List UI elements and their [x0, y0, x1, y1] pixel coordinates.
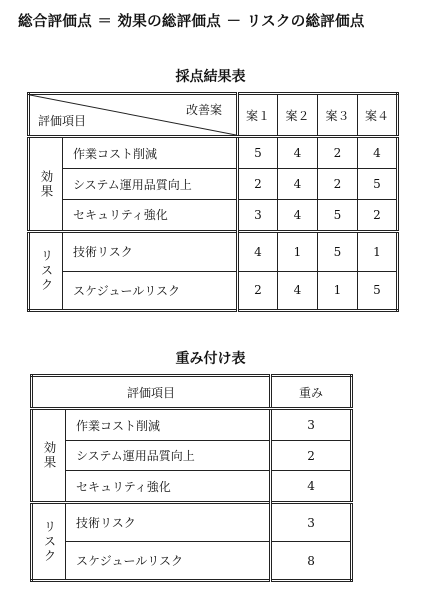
- score-cell: 2: [318, 137, 358, 169]
- column-header-plan-4: 案４: [358, 94, 398, 137]
- score-cell: 1: [278, 232, 318, 271]
- score-cell: 4: [238, 232, 278, 271]
- column-header-plan-2: 案２: [278, 94, 318, 137]
- table-row: [29, 199, 398, 231]
- score-cell: 2: [318, 169, 358, 200]
- score-cell: 5: [318, 232, 358, 271]
- row-item-label: 技術リスク: [63, 232, 238, 271]
- row-item-label: セキュリティ強化: [66, 471, 271, 503]
- table-row: [32, 441, 352, 471]
- score-cell: 4: [278, 169, 318, 200]
- row-item-label: 作業コスト削減: [63, 137, 238, 169]
- column-header-plan-3: 案３: [318, 94, 358, 137]
- score-cell: 5: [238, 137, 278, 169]
- score-table-caption: 採点結果表: [175, 69, 246, 85]
- score-cell: 5: [358, 169, 398, 200]
- group-label-effect: 効果: [32, 409, 66, 503]
- score-cell: 2: [358, 199, 398, 231]
- weight-cell: 2: [271, 441, 352, 471]
- score-cell: 4: [358, 137, 398, 169]
- weight-table: [30, 374, 353, 582]
- group-label-effect: 効果: [29, 137, 63, 232]
- table-row: [29, 232, 398, 271]
- column-header-plan-1: 案１: [238, 94, 278, 137]
- score-header-row: [29, 94, 398, 137]
- score-cell: 1: [358, 232, 398, 271]
- weight-cell: 3: [271, 503, 352, 542]
- weight-cell: 8: [271, 542, 352, 581]
- group-label-risk: リスク: [32, 503, 66, 581]
- row-item-label: システム運用品質向上: [66, 441, 271, 471]
- score-cell: 2: [238, 169, 278, 200]
- score-cell: 5: [358, 271, 398, 311]
- weight-header-weight: 重み: [271, 376, 352, 409]
- table-row: [32, 542, 352, 581]
- group-label-risk: リスク: [29, 232, 63, 311]
- row-item-label: スケジュールリスク: [66, 542, 271, 581]
- corner-plan-label: 改善案: [185, 103, 222, 117]
- row-item-label: セキュリティ強化: [63, 199, 238, 231]
- score-cell: 4: [278, 271, 318, 311]
- weight-cell: 3: [271, 409, 352, 441]
- table-row: [32, 409, 352, 441]
- row-item-label: 作業コスト削減: [66, 409, 271, 441]
- formula-text: 総合評価点 ＝ 効果の総評価点 － リスクの総評価点: [18, 14, 365, 30]
- score-table: [27, 92, 399, 312]
- score-cell: 2: [238, 271, 278, 311]
- weight-table-caption: 重み付け表: [175, 351, 246, 367]
- score-cell: 3: [238, 199, 278, 231]
- weight-cell: 4: [271, 471, 352, 503]
- row-item-label: システム運用品質向上: [63, 169, 238, 200]
- weight-header-row: [32, 376, 352, 409]
- table-row: [32, 471, 352, 503]
- corner-item-label: 評価項目: [38, 114, 87, 128]
- weight-header-item: 評価項目: [32, 376, 271, 409]
- score-cell: 4: [278, 199, 318, 231]
- table-row: [32, 503, 352, 542]
- table-row: [29, 137, 398, 169]
- score-cell: 4: [278, 137, 318, 169]
- table-row: [29, 271, 398, 311]
- row-item-label: スケジュールリスク: [63, 271, 238, 311]
- score-cell: 5: [318, 199, 358, 231]
- table-row: [29, 169, 398, 200]
- row-item-label: 技術リスク: [66, 503, 271, 542]
- score-cell: 1: [318, 271, 358, 311]
- score-corner-cell: [29, 94, 238, 137]
